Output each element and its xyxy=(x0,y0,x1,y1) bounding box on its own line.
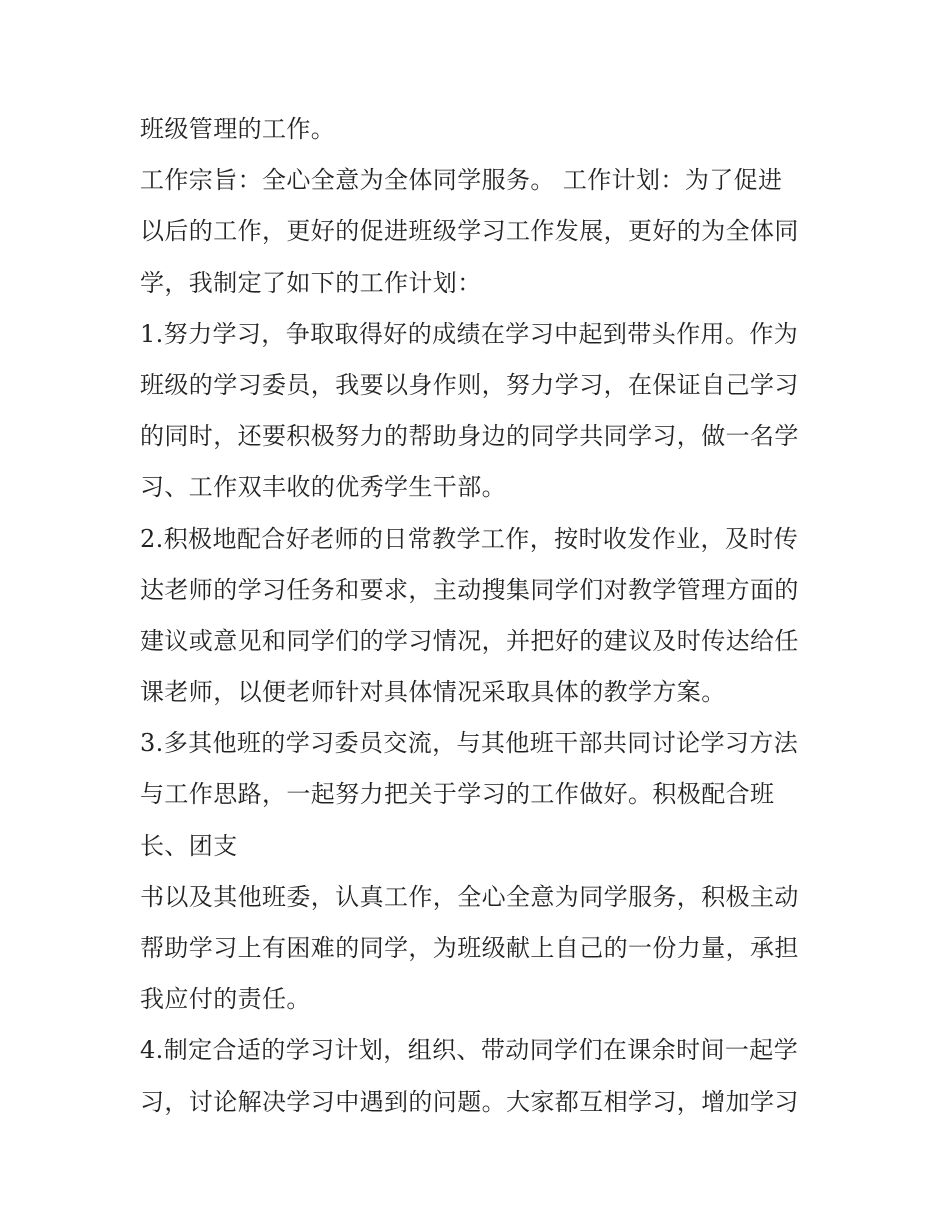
text-line: 3.多其他班的学习委员交流，与其他班干部共同讨论学习方法 xyxy=(140,729,799,758)
text-line: 1.努力学习，争取取得好的成绩在学习中起到带头作用。作为 xyxy=(140,319,799,348)
text-line: 工作宗旨：全心全意为全体同学服务。 工作计划：为了促进 xyxy=(140,166,783,195)
text-line: 课老师，以便老师针对具体情况采取具体的教学方案。 xyxy=(140,678,726,707)
text-line: 学，我制定了如下的工作计划： xyxy=(140,268,482,297)
text-line: 习、工作双丰收的优秀学生干部。 xyxy=(140,473,506,502)
text-line: 班级管理的工作。 xyxy=(140,115,336,143)
text-line: 的同时，还要积极努力的帮助身边的同学共同学习，做一名学 xyxy=(140,422,799,451)
text-line: 以后的工作，更好的促进班级学习工作发展，更好的为全体同 xyxy=(140,217,799,246)
text-line: 长、团支 xyxy=(140,831,238,860)
text-line: 达老师的学习任务和要求，主动搜集同学们对教学管理方面的 xyxy=(140,575,799,604)
text-line: 帮助学习上有困难的同学，为班级献上自己的一份力量，承担 xyxy=(140,934,799,962)
text-line: 建议或意见和同学们的学习情况，并把好的建议及时传达给任 xyxy=(140,626,799,655)
text-line: 2.积极地配合好老师的日常教学工作，按时收发作业，及时传 xyxy=(140,524,799,553)
text-line: 我应付的责任。 xyxy=(140,985,311,1014)
text-line: 班级的学习委员，我要以身作则，努力学习，在保证自己学习 xyxy=(140,370,799,399)
text-line: 与工作思路，一起努力把关于学习的工作做好。积极配合班 xyxy=(140,780,775,809)
text-line: 书以及其他班委，认真工作，全心全意为同学服务，积极主动 xyxy=(140,882,799,911)
text-line: 习，讨论解决学习中遇到的问题。大家都互相学习，增加学习 xyxy=(140,1087,799,1116)
text-line: 4.制定合适的学习计划，组织、带动同学们在课余时间一起学 xyxy=(140,1036,799,1065)
document-body xyxy=(140,104,820,1128)
